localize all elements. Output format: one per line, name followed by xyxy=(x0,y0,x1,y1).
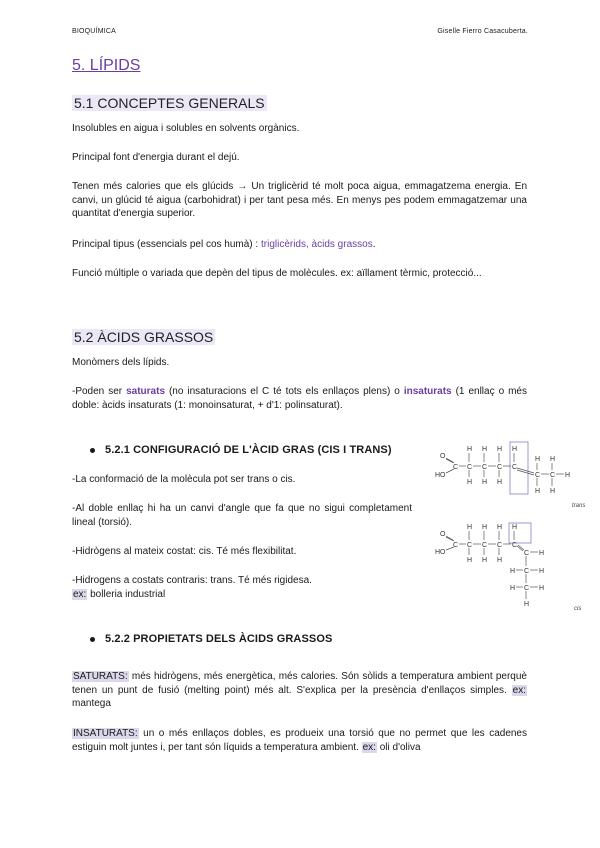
paragraph-sat-insat xyxy=(72,385,527,412)
paragraph-saturats xyxy=(72,670,527,711)
cis-h10: H xyxy=(539,568,545,575)
cis-h6: H xyxy=(482,557,488,564)
trans-c2: C xyxy=(467,464,473,471)
satinsat-c: (1 enllaç o més doble: àcids insaturats (1: monoinsaturat, + d'1: polinsaturat). xyxy=(72,386,527,411)
cis-h7: H xyxy=(497,557,503,564)
satinsat-b: (no insaturacions el C té tots els enllaços plens) o xyxy=(165,386,404,397)
saturats-ex-text: mantega xyxy=(72,698,111,709)
trans-h10: H xyxy=(535,488,541,495)
cis-h11: H xyxy=(510,585,516,592)
trans-h8: H xyxy=(535,456,541,463)
header-subject: BIOQUÍMICA xyxy=(72,28,117,35)
trans-h3: H xyxy=(497,446,503,453)
cis-ho-atom: HO xyxy=(435,549,446,556)
cis-h3: H xyxy=(497,524,503,531)
paragraph-insolubles: Insolubles en aigua i solubles en solvents orgànics. xyxy=(72,123,300,134)
cis-o-atom: O xyxy=(440,531,446,538)
types-prefix: Principal tipus (essencials pel cos humà) : xyxy=(72,239,261,250)
paragraph-function: Funció múltiple o variada que depèn del tipus de molècules. ex: aïllament tèrmic, protecció... xyxy=(72,268,482,279)
satinsat-a: -Poden ser xyxy=(72,386,127,397)
cis-c8: C xyxy=(524,585,530,592)
trans-h-end: H xyxy=(565,472,571,479)
cis-c3: C xyxy=(482,542,488,549)
bullet-icon xyxy=(90,448,95,453)
cis-h8: H xyxy=(539,550,545,557)
insaturats-ex-text: oli d'oliva xyxy=(376,741,421,753)
types-suffix: . xyxy=(372,239,376,250)
page-title: 5. LÍPIDS xyxy=(72,57,141,74)
subheading-configuration-text: 5.2.1 CONFIGURACIÓ DE L'ÀCID GRAS (CIS I TRANS) xyxy=(105,444,392,456)
cis-c5: C xyxy=(512,542,518,549)
trans-h2: H xyxy=(482,446,488,453)
cis-h5: H xyxy=(467,557,473,564)
trans-h4: H xyxy=(512,446,518,453)
subheading-configuration xyxy=(90,444,392,456)
saturats-text: més hidrògens, més energètica, més calories. Són sòlids a temperatura ambient perquè tenen un punt de fusió (melting point) més alt. S'explica per la presència d'enllaços simples. xyxy=(72,671,527,696)
paragraph-insaturats xyxy=(72,727,527,754)
cis-h9: H xyxy=(510,568,516,575)
cis-h13: H xyxy=(524,601,530,608)
trans-c6: C xyxy=(535,472,541,479)
cis-h12: H xyxy=(539,585,545,592)
insaturats-label: INSATURATS: xyxy=(73,728,138,739)
cis-c1: C xyxy=(453,542,459,549)
trans-text: -Hidrogens a costats contraris: trans. Té més rigidesa. xyxy=(72,575,312,586)
header-author: Giselle Fierro Casacuberta. xyxy=(437,28,528,35)
trans-c7: C xyxy=(550,472,556,479)
trans-c3: C xyxy=(482,464,488,471)
paragraph-double-bond: -Al doble enllaç hi ha un canvi d'angle que fa que no sigui completament lineal (torsió). xyxy=(72,503,412,528)
insaturats-ex-label: ex: xyxy=(362,741,376,753)
trans-ex-label: ex: xyxy=(73,588,87,600)
cis-c2: C xyxy=(467,542,473,549)
paragraph-energy: Principal font d'energia durant el dejú. xyxy=(72,152,240,163)
bullet-icon xyxy=(90,637,95,642)
paragraph-calories: Tenen més calories que els glúcids → Un triglicèrid té molt poca aigua, emmagatzema energia. En canvi, un glúcid té aigua (carbohidrat) i per tant pesa més. En menys pes podem emmagatzemar una quantitat d'energia superior. xyxy=(72,181,527,219)
trans-ho-atom: HO xyxy=(435,472,446,479)
trans-h11: H xyxy=(550,488,556,495)
cis-c6: C xyxy=(524,550,530,557)
cis-h4: H xyxy=(512,524,518,531)
trans-h1: H xyxy=(467,446,473,453)
insaturats-text: un o més enllaços dobles, es produeix una torsió que no permet que les cadenes estiguin molt juntes i, per tant són líquids a temperatura ambient. xyxy=(72,728,527,753)
trans-c1: C xyxy=(453,464,459,471)
subheading-properties xyxy=(90,633,332,645)
trans-o-atom: O xyxy=(440,453,446,460)
section-heading-fatty-acids: 5.2 ÀCIDS GRASSOS xyxy=(74,329,214,345)
trans-h7: H xyxy=(497,479,503,486)
section-heading-general: 5.1 CONCEPTES GENERALS xyxy=(74,95,265,111)
cis-h1: H xyxy=(467,524,473,531)
paragraph-cis: -Hidrògens al mateix costat: cis. Té més flexibilitat. xyxy=(72,546,297,557)
trans-c5: C xyxy=(512,464,518,471)
trans-label: trans xyxy=(572,503,586,509)
subheading-properties-text: 5.2.2 PROPIETATS DELS ÀCIDS GRASSOS xyxy=(105,633,333,645)
cis-trans-diagram xyxy=(432,438,600,618)
trans-c4: C xyxy=(497,464,503,471)
paragraph-types xyxy=(72,238,527,252)
cis-c7: C xyxy=(524,568,530,575)
trans-h6: H xyxy=(482,479,488,486)
saturats-label: SATURATS: xyxy=(73,671,128,682)
trans-ex-text: bolleria industrial xyxy=(87,588,166,600)
paragraph-monomers: Monòmers dels lípids. xyxy=(72,357,170,368)
paragraph-trans xyxy=(72,574,412,601)
trans-h5: H xyxy=(467,479,473,486)
trans-h9: H xyxy=(550,456,556,463)
cis-label: cis xyxy=(574,606,582,612)
saturats-ex-label: ex: xyxy=(512,684,526,696)
saturats-term: saturats xyxy=(126,386,165,397)
paragraph-conformation: -La conformació de la molècula pot ser trans o cis. xyxy=(72,474,296,485)
cis-h2: H xyxy=(482,524,488,531)
insaturats-term: insaturats xyxy=(403,386,452,397)
types-highlight: triglicèrids, àcids grassos xyxy=(260,239,373,250)
cis-c4: C xyxy=(497,542,503,549)
